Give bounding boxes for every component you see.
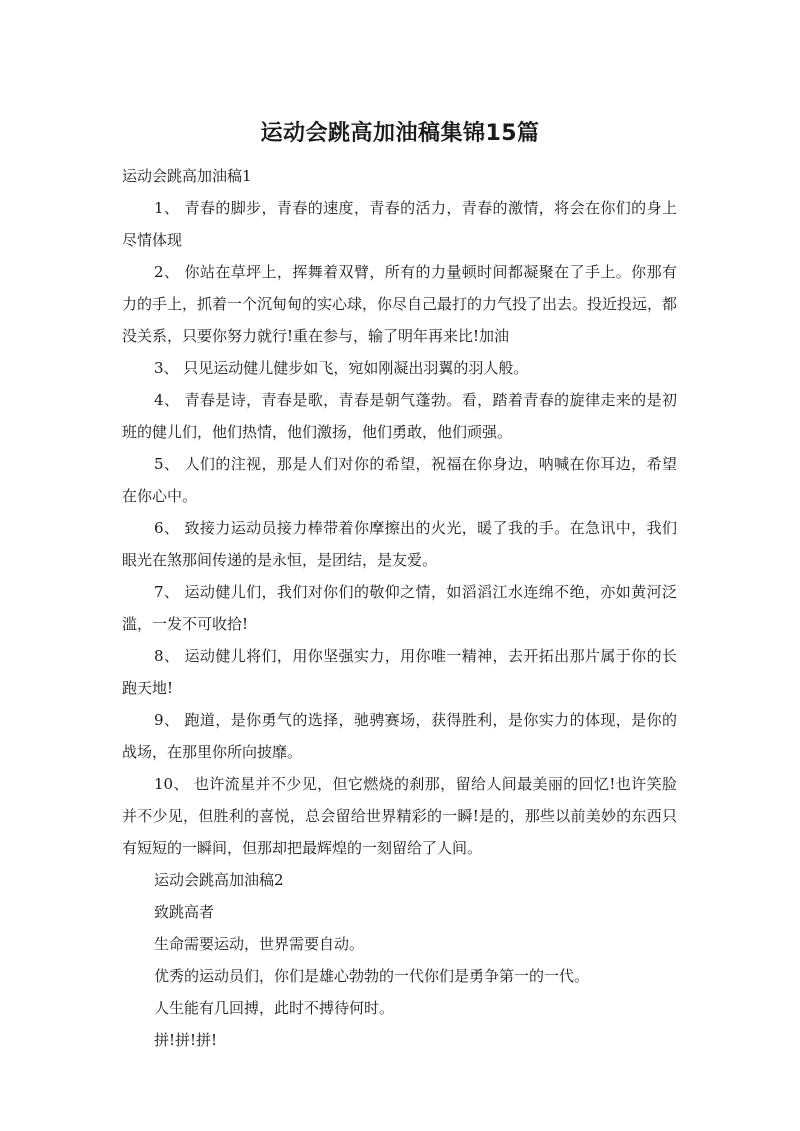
list-item: 3、 只见运动健儿健步如飞，宛如刚凝出羽翼的羽人般。 [154,359,529,377]
list-item: 9、 跑道，是你勇气的选择，驰骋赛场，获得胜利，是你实力的体现，是你的战场，在那里你所向披靡。 [122,711,677,761]
list-item: 10、 也许流星并不少见，但它燃烧的刹那，留给人间最美丽的回忆!也许笑脸并不少见，但胜利的喜悦，总会留给世界精彩的一瞬!是的，那些以前美妙的东西只有短短的一瞬间，但那却把最辉煌的一刻留给了人间。 [122,775,677,857]
list-item: 1、 青春的脚步，青春的速度，青春的活力，青春的激情，将会在你们的身上尽情体现 [122,199,677,249]
list-item: 8、 运动健儿将们，用你坚强实力，用你唯一精神，去开拓出那片属于你的长跑天地! [122,647,677,697]
document-title: 运动会跳高加油稿集锦15篇 [260,121,540,146]
text-line: 拼!拼!拼! [154,1031,218,1049]
text-line: 人生能有几回搏，此时不搏待何时。 [154,999,395,1017]
list-item: 2、 你站在草坪上，挥舞着双臂，所有的力量顿时间都凝聚在了手上。你那有力的手上，抓着一个沉甸甸的实心球，你尽自己最打的力气投了出去。投近投远，都没关系，只要你努力就行!重在参与，输了明年再来比!加油 [122,263,678,345]
list-item: 4、 青春是诗，青春是歌，青春是朝气蓬勃。看，踏着青春的旋律走来的是初班的健儿们，他们热情，他们激扬，他们勇敢，他们顽强。 [122,391,677,441]
text-line: 致跳高者 [154,903,215,921]
list-item: 7、 运动健儿们，我们对你们的敬仰之情，如滔滔江水连绵不绝，亦如黄河泛滥，一发不可收拾! [122,583,677,633]
text-line: 优秀的运动员们，你们是雄心勃勃的一代你们是勇争第一的一代。 [154,967,590,985]
document-body [122,160,677,1056]
section-heading-2: 运动会跳高加油稿2 [154,871,284,889]
section-heading-1: 运动会跳高加油稿1 [122,167,252,185]
list-item: 6、 致接力运动员接力棒带着你摩擦出的火光，暖了我的手。在急讯中，我们眼光在煞那间传递的是永恒，是团结，是友爱。 [122,519,677,569]
list-item: 5、 人们的注视，那是人们对你的希望，祝福在你身边，呐喊在你耳边，希望在你心中。 [122,455,677,505]
text-line: 生命需要运动，世界需要自动。 [154,935,365,953]
